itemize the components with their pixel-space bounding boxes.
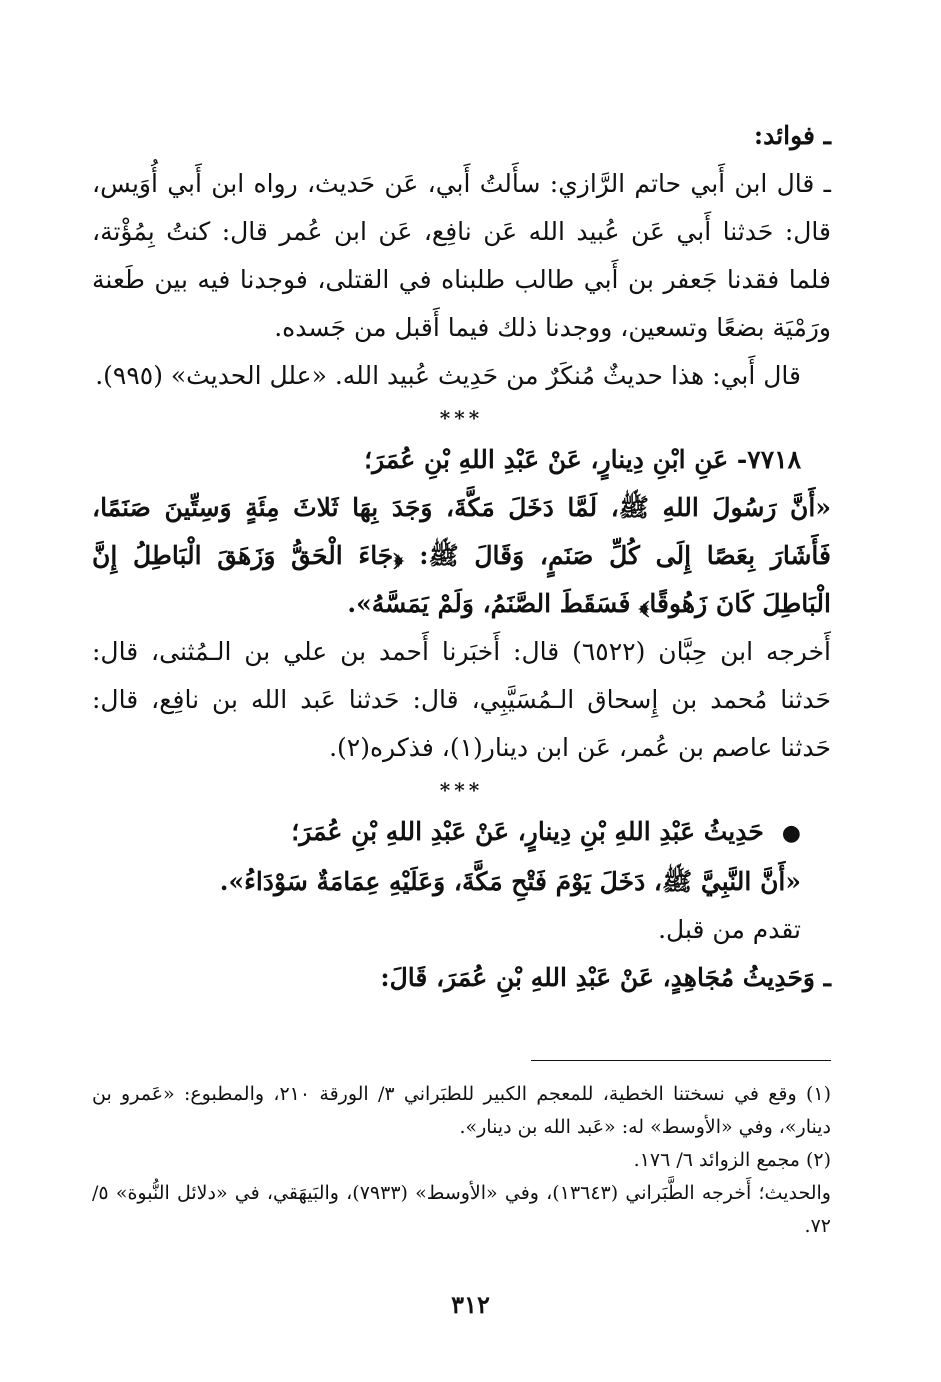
benefits-heading: ـ فوائد: bbox=[753, 121, 831, 150]
footnote-2: (٢) مجمع الزوائد ٦/ ١٧٦. bbox=[633, 1149, 831, 1171]
hadith-number-line: ٧٧١٨- عَنِ ابْنِ دِينارٍ، عَنْ عَبْدِ اللهِ بْنِ عُمَرَ؛ bbox=[364, 445, 801, 474]
footnote-divider bbox=[531, 1060, 831, 1061]
section-separator: *** bbox=[439, 406, 484, 430]
bullet-hadith-chain: حَدِيثُ عَبْدِ اللهِ بْنِ دِينارٍ، عَنْ عَبْدِ اللهِ بْنِ عُمَرَ؛ bbox=[291, 817, 764, 846]
bullet-icon: ● bbox=[781, 821, 801, 846]
footnotes bbox=[92, 1078, 831, 1243]
benefits-paragraph-2: قال أَبي: هذا حديثٌ مُنكَرٌ من حَدِيث عُبيد الله. «علل الحديث» (٩٩٥). bbox=[95, 361, 801, 390]
page-number: ٣١٢ bbox=[451, 1290, 490, 1319]
footnote-1: (١) وقع في نسختنا الخطية، للمعجم الكبير للطبَراني ٣/ الورقة ٢١٠، والمطبوع: «عَمرو بن دينار»، وفي «الأوسط» له: «عَبد الله بن دينار». bbox=[92, 1083, 831, 1138]
hadith-text: «أَنَّ رَسُولَ اللهِ ﷺ، لَمَّا دَخَلَ مَكَّةَ، وَجَدَ بِهَا ثَلاثَ مِئَةٍ وَسِتِّينَ صَنَمًا، فَأَشَارَ بِعَصًا إِلَى كُلِّ صَنَمٍ، وَقَالَ ﷺ: ﴿جَاءَ الْحَقُّ وَزَهَقَ الْبَاطِلُ إِنَّ الْبَاطِلَ كَانَ زَهُوقًا﴾ فَسَقَطَ الصَّنَمُ، وَلَمْ يَمَسَّهُ». bbox=[92, 493, 831, 618]
mujahid-hadith-line: ـ وَحَدِيثُ مُجَاهِدٍ، عَنْ عَبْدِ اللهِ بْنِ عُمَرَ، قَالَ: bbox=[380, 963, 831, 992]
section-separator: *** bbox=[439, 778, 484, 802]
previously-mentioned-note: تقدم من قبل. bbox=[658, 915, 801, 944]
footnote-2-continued: والحديث؛ أَخرجه الطَّبَراني (١٣٦٤٣)، وفي «الأوسط» (٧٩٣٣)، والبَيهَقي، في «دلائل النُّبوة» ٥/ ٧٢. bbox=[92, 1182, 831, 1237]
main-text bbox=[92, 112, 831, 1002]
bullet-hadith-text: «أَنَّ النَّبِيَّ ﷺ، دَخَلَ يَوْمَ فَتْحِ مَكَّةَ، وَعَلَيْهِ عِمَامَةٌ سَوْدَاءُ». bbox=[219, 867, 801, 896]
takhrij-paragraph: أَخرجه ابن حِبَّان (٦٥٢٢) قال: أَخبَرنا أَحمد بن علي بن الـمُثنى، قال: حَدثنا مُحمد بن إِسحاق الـمُسَيَّبِي، قال: حَدثنا عَبد الله بن نافِع، قال: حَدثنا عاصم بن عُمر، عَن ابن دينار(١)، فذكره(٢). bbox=[92, 637, 831, 762]
bullet-item bbox=[92, 808, 831, 858]
benefits-paragraph-1: ـ قال ابن أَبي حاتم الرَّازي: سأَلتُ أَبي، عَن حَديث، رواه ابن أَبي أُوَيس، قال: حَدثنا أَبي عَن عُبيد الله عَن نافِع، عَن ابن عُمر قال: كنتُ بِمُؤْتة، فلما فقدنا جَعفر بن أَبي طالب طلبناه في القتلى، فوجدنا فيه بين طَعنة ورَمْيَة بضعًا وتسعين، ووجدنا ذلك فيما أَقبل من جَسده. bbox=[92, 169, 831, 342]
